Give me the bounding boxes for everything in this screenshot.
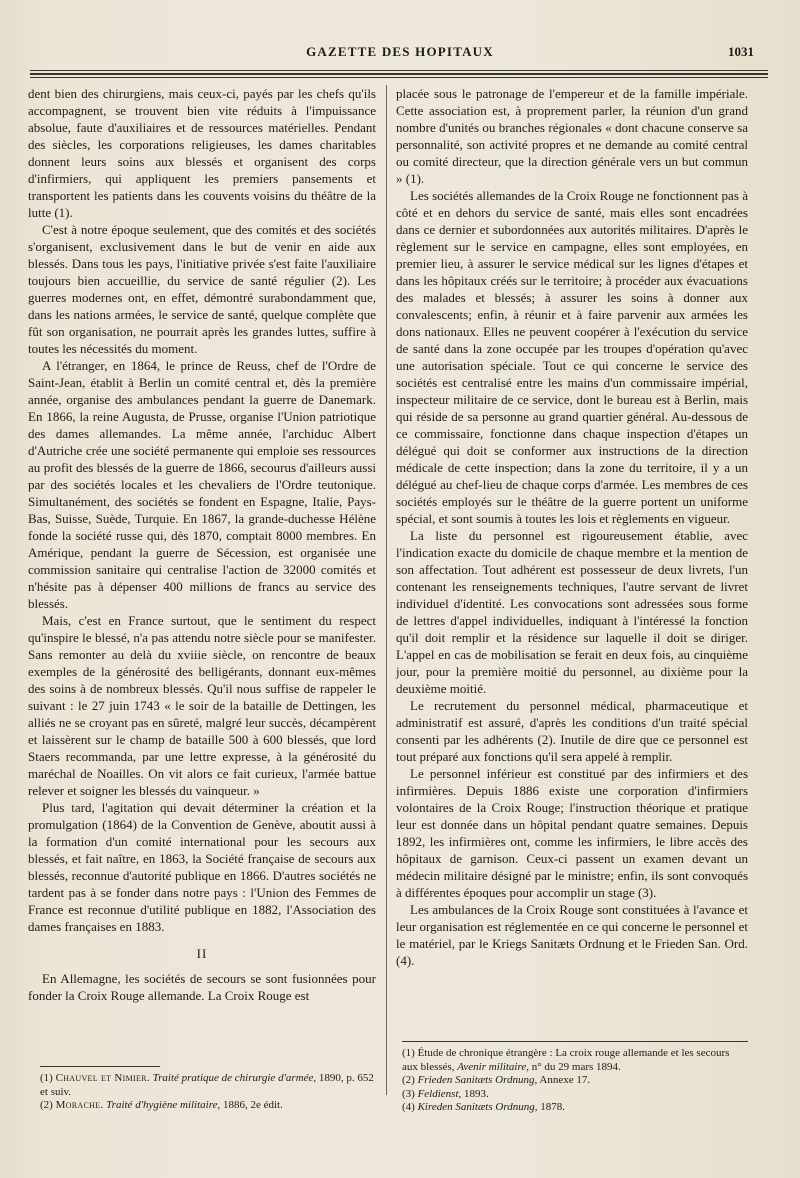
footnote-number: (1) [402,1047,415,1059]
footnote-number: (3) [402,1087,415,1100]
footnote-title: Frieden Sanitæts Ordnung, [417,1074,538,1086]
footnote-rule [40,1066,160,1067]
paragraph: Le recrutement du personnel médical, pharmaceutique et administratif est assuré, d'après les conditions d'un traité spécial consenti par les adhérents (2). Inutile de dire que ce personnel est tout préparé aux fonctions qu'il sera appelé à remplir. [396,698,748,764]
journal-title: GAZETTE DES HOPITAUX [306,44,494,59]
column-divider [386,85,387,1095]
footnote-rest: 1886, 2e édit. [222,1099,283,1111]
footnote-text: Étude de chronique étrangère : La croix rouge allemande et les secours aux blessés, [402,1047,730,1073]
paragraph: En Allemagne, les sociétés de secours se sont fusionnées pour fonder la Croix Rouge allemande. La Croix Rouge est [28,971,376,1003]
footnote-title: Traité d'hygiène militaire, [106,1099,221,1111]
paragraph: La liste du personnel est rigoureusement établie, avec l'indication exacte du domicile de chaque membre et la mention de son affectation. Tout adhérent est possesseur de deux livrets, l'un contenant les renseignements techniques, l'autre servant de livret individuel d'identité. Les convocations sont adressées sous forme de lettres d'appel individuelles, indiquant à l'intéressé la fonction qu'il doit remplir et la résidence sur laquelle il doit se diriger. L'appel en cas de mobilisation se ferait en deux fois, au cinquième jour, pour la première moitié du personnel, au dixième pour la deuxième moitié. [396,528,748,696]
header-rule [30,77,768,78]
paragraph: Les ambulances de la Croix Rouge sont constituées à l'avance et leur organisation est réglementée en ce qui concerne le personnel et le matériel, par le Kriegs Sanitæts Ordnung et le Frieden San. Ord. (4). [396,902,748,968]
header-rule-thick [30,73,768,75]
footnotes-left [40,1072,376,1113]
footnote-number: (2) [402,1074,415,1086]
footnote-rest: Annexe 17. [539,1074,591,1086]
footnote-author: Chauvel et Nimier. [55,1072,150,1084]
footnote-title: Traité pratique de chirurgie d'armée, [152,1072,317,1084]
paragraph: Mais, c'est en France surtout, que le sentiment du respect qu'inspire le blessé, n'a pas attendu notre siècle pour se manifester. Sans remonter au delà du xviiie siècle, on rencontre de beaux exemples de la générosité des belligérants, donnant eux-mêmes des soins à de nombreux blessés. Qu'il nous suffise de rappeler le suivant : le 27 juin 1743 « le soir de la bataille de Dettingen, les alliés ne se croyant pas en sûreté, malgré leur succès, décampèrent et laissèrent sur le champ de bataille 500 à 600 blessés, que lord Staers recommanda, par une lettre expresse, à la générosité du maréchal de Noailles. On vit alors ce fait curieux, l'armée battue relever et soigner les blessés du vainqueur. » [28,613,376,798]
footnote-author: Morache. [55,1099,104,1111]
footnote-number: (4) [402,1101,415,1113]
paragraph: placée sous le patronage de l'empereur et de la famille impériale. Cette association est, à proprement parler, la réunion d'un grand nombre d'unités ou branches régionales « dont chacune conserve sa personnalité, son activité propres et ne demande au comité central ou comité directeur, que la direction générale vers un but commun » (1). [396,86,748,186]
footnote [402,1047,748,1074]
left-column [28,85,376,1004]
footnote [402,1101,748,1115]
footnote-rest: 1893. [464,1087,489,1100]
section-number: II [196,946,208,961]
footnote [40,1099,376,1113]
header-rule [30,70,768,71]
footnote-rest: 1878. [540,1101,565,1113]
footnote-rule [402,1041,748,1042]
paragraph: Plus tard, l'agitation qui devait déterminer la création et la promulgation (1864) de la Convention de Genève, aboutit aussi à la formation d'un comité international pour les secours aux blessés, et fait naître, en 1863, la Société française de secours aux blessés, reconnue d'autorité publique en 1866. D'autres sociétés ne tardent pas à se fonder dans notre pays : l'Union des Femmes de France est reconnue d'utilité publique en 1882, l'Association des dames françaises en 1883. [28,800,376,934]
right-column [396,85,748,969]
footnote-number: (2) [40,1099,53,1111]
footnote-title: Kireden Sanitæts Ordnung, [417,1101,538,1113]
paragraph: Les sociétés allemandes de la Croix Rouge ne fonctionnent pas à côté et en dehors du service de santé, mais elles sont encadrées dans ce dernier et subordonnées aux autorités militaires. D'après le règlement sur le service en campagne, elles sont employées, en premier lieu, à assurer le service médical sur les lignes d'étapes et dans les hôpitaux créés sur le territoire; à procéder aux évacuations des malades et blessés; à assurer les soins à donner aux convalescents; enfin, à réunir et à faire parvenir aux armées les dons nationaux. Elles ne peuvent coopérer à l'exécution du service de santé dans la zone occupée par les troupes d'opération qu'avec une autorisation spéciale. Tout ce qui concerne le service des sociétés est centralisé entre les mains d'un commissaire impérial, inspecteur militaire de ce service, dont le bureau est à Berlin, mais qui réside de sa personne au grand quartier général. Au-dessous de ce commissaire, fonctionne dans chaque inspection d'étapes un délégué qui doit se conformer aux instructions de la direction médicale de cette inspection; dans la zone du territoire, il y a un délégué au chef-lieu de chaque corps d'armée. Les membres de ces sociétés employés sur le théâtre de la guerre portent un uniforme spécial, et sont soumis à toutes les lois et règlements en vigueur. [396,188,748,526]
footnote-rest: 1890, p. 652 et suiv. [40,1072,374,1098]
footnote-title: Avenir militaire, [457,1060,529,1073]
footnotes-right [402,1047,748,1115]
paragraph: Le personnel inférieur est constitué par des infirmiers et des infirmières. Depuis 1886 existe une corporation d'infirmiers volontaires de la Croix Rouge; l'instruction théorique et pratique leur est donnée dans un hôpital pendant quatre semaines. Depuis 1892, les infirmières ont, comme les infirmiers, le libre accès des hôpitaux de garnison. Ceux-ci passent un examen devant un médecin militaire désigné par le ministre; enfin, ils sont convoqués à différentes époques pour accomplir un stage (3). [396,766,748,900]
paragraph: A l'étranger, en 1864, le prince de Reuss, chef de l'Ordre de Saint-Jean, établit à Berlin un comité central et, dès la première année, organise des ambulances pendant la guerre de Danemark. En 1866, la reine Augusta, de Prusse, organise l'Union patriotique des dames allemandes. La même année, l'archiduc Albert d'Autriche crée une société permanente qui emploie ses ressources au profit des blessés de la guerre de 1866, secourus d'ailleurs aussi par des sociétés locales et les chevaliers de l'Ordre teutonique. Simultanément, des sociétés se fondent en Espagne, Italie, Pays-Bas, Suisse, Suède, Turquie. En 1867, la grande-duchesse Hélène fonde la société russe qui, dès 1870, comptait 8000 membres. En Amérique, pendant la guerre de Sécession, est organisée une commission sanitaire qui centralise l'action de 32000 comités et n'hésite pas à dépenser 400 millions de francs au service des blessés. [28,358,376,611]
paragraph: C'est à notre époque seulement, que des comités et des sociétés s'organisent, exclusivement dans le but de venir en aide aux blessés. Dans tous les pays, l'initiative privée s'est faite l'auxiliaire toujours bien accueillie, du service de santé régulier (2). Les guerres modernes ont, en effet, démontré surabondamment que, dans les nations armées, le service de santé, quelque complète que fût son organisation, ne pourrait après les grandes luttes, suffire à toutes les nécessités du moment. [28,222,376,356]
paragraph: dent bien des chirurgiens, mais ceux-ci, payés par les chefs qu'ils accompagnent, se trouvent bien vite réduits à l'impuissance absolue, faute d'auxiliaires et de ressources matérielles. Pendant des siècles, les corporations religieuses, les dames charitables donnent leurs soins aux blessés et organisent des corps d'infirmiers, qui appliquent les premiers pansements et transportent les patients dans les couvents voisins du théâtre de la lutte (1). [28,86,376,220]
footnote-title: Feldienst, [417,1087,462,1100]
page-header [28,40,772,64]
footnote [40,1072,376,1099]
footnote-rest: n° du 29 mars 1894. [531,1060,621,1073]
page-number: 1031 [728,44,754,59]
footnote-number: (1) [40,1072,53,1084]
footnote [402,1074,748,1088]
footnote [402,1088,748,1102]
